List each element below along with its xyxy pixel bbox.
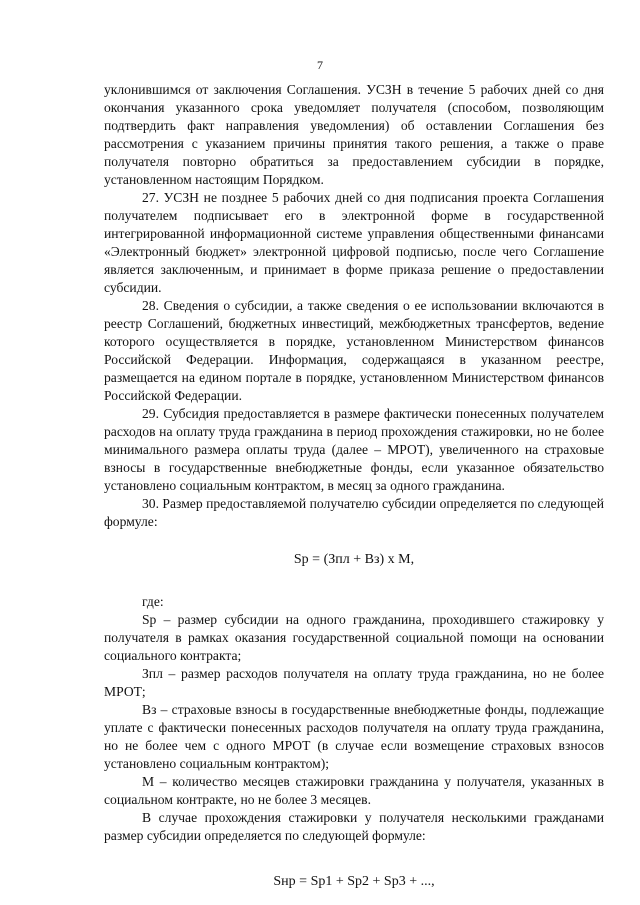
formula-subsidy-per-citizen: Sр = (Зпл + Вз) х М, bbox=[293, 552, 415, 567]
paragraph-28: 28. Сведения о субсидии, а также сведения о ее использовании включаются в реестр Соглашений, бюджетных инвестиций, межбюджетных трансфертов, ведение которого осуществляется в порядке, установленном Министерством финансов Российской Федерации. Информация, содержащаяся в указанном реестре, размещается на едином портале в порядке, установленном Министерством финансов Российской Федерации. bbox=[104, 298, 604, 403]
definition-m: М – количество месяцев стажировки гражданина у получателя, указанных в социальном контракте, но не более 3 месяцев. bbox=[104, 774, 604, 807]
formula-total-subsidy: Sнр = Sр1 + Sр2 + Sр3 + ..., bbox=[273, 874, 435, 889]
paragraph-continuation: уклонившимся от заключения Соглашения. УСЗН в течение 5 рабочих дней со дня окончания указанного срока уведомляет получателя (способом, позволяющим подтвердить факт направления уведомления) об оставлении Соглашения без рассмотрения с указанием причины принятия такого решения, а также о праве получателя повторно обратиться за предоставлением субсидии в порядке, установленном настоящим Порядком. bbox=[104, 82, 604, 187]
paragraph-27: 27. УСЗН не позднее 5 рабочих дней со дня подписания проекта Соглашения получателем подписывает его в электронной форме в государственной интегрированной информационной системе управления общественными финансами «Электронный бюджет» электронной цифровой подписью, после чего Соглашение является заключенным, и принимает в форме приказа решение о предоставлении субсидии. bbox=[104, 190, 604, 295]
paragraph-multiple-citizens: В случае прохождения стажировки у получателя несколькими гражданами размер субсидии определяется по следующей формуле: bbox=[104, 810, 604, 843]
paragraph-30: 30. Размер предоставляемой получателю субсидии определяется по следующей формуле: bbox=[104, 496, 604, 529]
definition-vz: Вз – страховые взносы в государственные внебюджетные фонды, подлежащие уплате с фактически понесенных расходов получателя на оплату труда гражданина, но не более чем с одного МРОТ (в случае если возмещение страховых взносов установлено социальным контрактом); bbox=[104, 702, 604, 771]
paragraph-29: 29. Субсидия предоставляется в размере фактически понесенных получателем расходов на оплату труда гражданина в период прохождения стажировки, но не более минимального размера оплаты труда (далее – МРОТ), увеличенного на страховые взносы в государственные внебюджетные фонды, если указанное обязательство установлено социальным контрактом, в месяц за одного гражданина. bbox=[104, 406, 604, 493]
document-body bbox=[104, 81, 604, 891]
definition-sr: Sр – размер субсидии на одного гражданина, проходившего стажировку у получателя в рамках оказания государственной социальной помощи на основании социального контракта; bbox=[104, 612, 604, 663]
definition-zpl: Зпл – размер расходов получателя на оплату труда гражданина, но не более МРОТ; bbox=[104, 666, 604, 699]
where-label: где: bbox=[142, 594, 164, 609]
page-number: 7 bbox=[317, 58, 323, 72]
